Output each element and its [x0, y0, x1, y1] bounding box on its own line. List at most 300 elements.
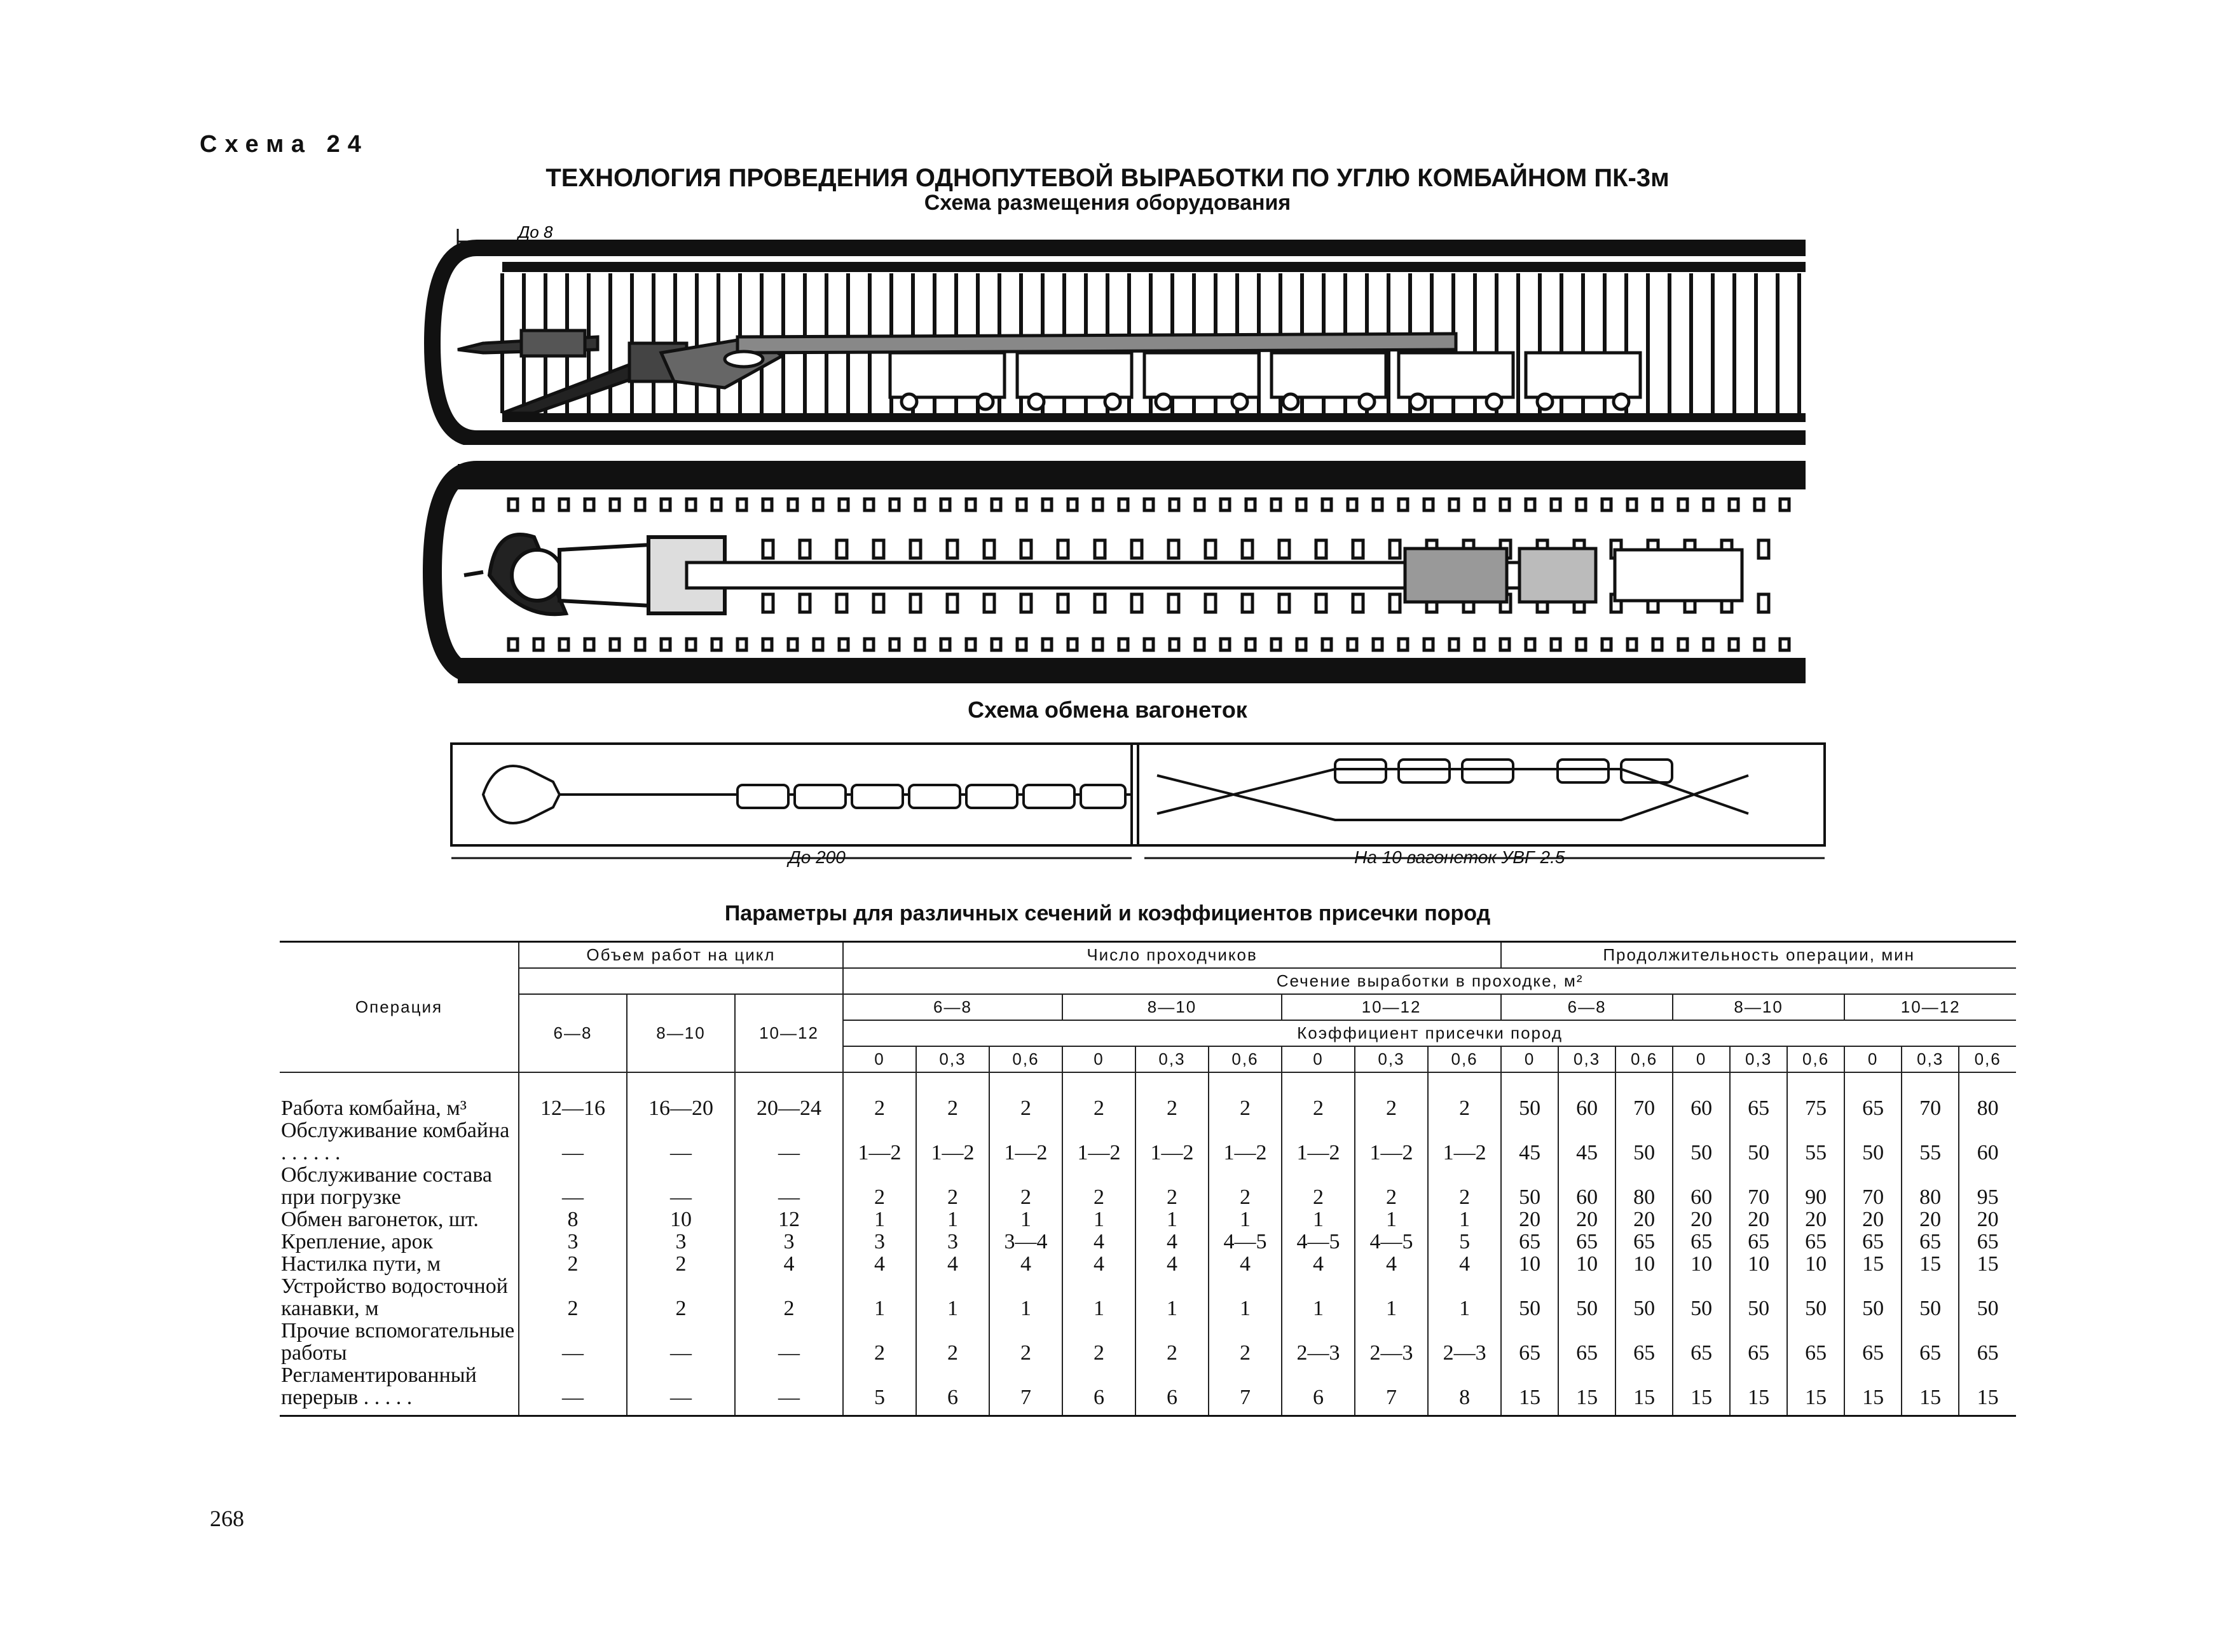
- rail-sleeper: [837, 594, 847, 612]
- table-cell: 2: [1428, 1164, 1501, 1208]
- arch-marker: [534, 499, 543, 510]
- arch-marker: [687, 499, 696, 510]
- table-row: [280, 1231, 2016, 1253]
- table-cell: 4: [1355, 1253, 1428, 1275]
- table-cell: 10: [1787, 1253, 1844, 1275]
- arch-marker: [1475, 639, 1484, 650]
- table-cell: 2: [1135, 1320, 1209, 1364]
- coef-cell: 0,6: [989, 1046, 1062, 1072]
- rail-sleeper: [947, 594, 957, 612]
- table-cell: 65: [1673, 1231, 1730, 1253]
- coef-cell: 0,6: [1209, 1046, 1282, 1072]
- table-cell: 2: [1282, 1072, 1355, 1119]
- arch-marker: [585, 499, 594, 510]
- rail-sleeper: [1132, 540, 1142, 558]
- table-cell: 50: [1787, 1275, 1844, 1320]
- duration-section-2: 8—10: [1673, 994, 1844, 1020]
- arch-marker: [1500, 639, 1509, 650]
- arch-marker: [1043, 499, 1052, 510]
- table-cell: 20: [1844, 1208, 1902, 1231]
- coef-header: Коэффициент присечки пород: [843, 1020, 2016, 1046]
- dim-left-label: До 200: [788, 847, 846, 867]
- params-table: [280, 941, 2016, 1417]
- table-cell: 4: [735, 1253, 843, 1275]
- exchange-wagon: [1335, 760, 1386, 782]
- arch-marker: [1729, 499, 1738, 510]
- table-cell: 80: [1902, 1164, 1959, 1208]
- arch-marker: [763, 639, 772, 650]
- table-cell: 4—5: [1355, 1231, 1428, 1253]
- table-cell: 1: [916, 1275, 989, 1320]
- arch-marker: [1195, 499, 1204, 510]
- rail-sleeper: [1279, 540, 1289, 558]
- table-cell: 65: [1844, 1072, 1902, 1119]
- rail-sleeper: [763, 594, 773, 612]
- arch-marker: [1450, 499, 1458, 510]
- arch-marker: [1195, 639, 1204, 650]
- exchange-scheme-drawing: [445, 731, 1844, 884]
- table-cell: —: [627, 1364, 735, 1416]
- coef-cell: 0: [1844, 1046, 1902, 1072]
- coef-cell: 0: [1673, 1046, 1730, 1072]
- arch-marker: [1246, 499, 1255, 510]
- arch-marker: [1272, 639, 1280, 650]
- table-row: [280, 1275, 2016, 1320]
- arch-marker: [992, 639, 1001, 650]
- table-cell: 1: [1355, 1275, 1428, 1320]
- coef-cell: 0,3: [1355, 1046, 1428, 1072]
- table-cell: 15: [1558, 1364, 1615, 1416]
- table-cell: 50: [1730, 1119, 1787, 1164]
- table-cell: 45: [1501, 1119, 1558, 1164]
- table-cell: 15: [1787, 1364, 1844, 1416]
- table-cell: 80: [1959, 1072, 2016, 1119]
- table-cell: 65: [1501, 1231, 1558, 1253]
- wagon-wheel: [1105, 394, 1120, 409]
- table-cell: 65: [1615, 1320, 1673, 1364]
- table-cell: 70: [1902, 1072, 1959, 1119]
- table-cell: 60: [1673, 1164, 1730, 1208]
- arch-marker: [509, 639, 518, 650]
- rail-sleeper: [1205, 540, 1216, 558]
- table-cell: 15: [1501, 1364, 1558, 1416]
- workers-section-3: 10—12: [1282, 994, 1501, 1020]
- duration-section-1: 6—8: [1501, 994, 1673, 1020]
- coef-cell: 0: [843, 1046, 916, 1072]
- table-cell: 2: [916, 1072, 989, 1119]
- table-cell: 90: [1787, 1164, 1844, 1208]
- table-cell: 80: [1615, 1164, 1673, 1208]
- table-cell: —: [627, 1164, 735, 1208]
- arch-marker: [559, 639, 568, 650]
- table-cell: 2: [1209, 1072, 1282, 1119]
- table-cell: 6: [1135, 1364, 1209, 1416]
- table-cell: 65: [1844, 1231, 1902, 1253]
- workers-header: Число проходчиков: [843, 942, 1501, 969]
- wagon: [1526, 353, 1640, 397]
- coef-cell: 0,3: [1558, 1046, 1615, 1072]
- table-cell: 20: [1501, 1208, 1558, 1231]
- table-cell: —: [519, 1320, 627, 1364]
- arch-marker: [966, 499, 975, 510]
- rail-sleeper: [1353, 594, 1363, 612]
- table-cell: 65: [1730, 1320, 1787, 1364]
- table-cell: 1: [1209, 1275, 1282, 1320]
- rail-sleeper: [984, 540, 994, 558]
- table-cell: 1—2: [1355, 1119, 1428, 1164]
- arch-marker: [1119, 499, 1128, 510]
- arch-marker: [1729, 639, 1738, 650]
- rail-sleeper: [1759, 594, 1769, 612]
- table-cell: 2: [1209, 1320, 1282, 1364]
- exchange-title: Схема обмена вагонеток: [968, 697, 1247, 723]
- arch-marker: [1221, 499, 1230, 510]
- arch-marker: [1348, 639, 1357, 650]
- arch-marker: [661, 499, 670, 510]
- arch-marker: [788, 499, 797, 510]
- table-cell: 50: [1959, 1275, 2016, 1320]
- arch-marker: [1272, 499, 1280, 510]
- arch-marker: [1144, 499, 1153, 510]
- arch-marker: [1373, 499, 1382, 510]
- operation-name: Обслуживание комбайна . . . . . .: [281, 1119, 510, 1164]
- arch-marker: [1246, 639, 1255, 650]
- table-cell: —: [519, 1119, 627, 1164]
- rail-sleeper: [1021, 594, 1031, 612]
- arch-marker: [1653, 639, 1662, 650]
- table-cell: 75: [1787, 1072, 1844, 1119]
- arch-marker: [839, 639, 848, 650]
- table-cell: 1: [1355, 1208, 1428, 1231]
- exchange-wagon: [1462, 760, 1513, 782]
- table-cell: 15: [1902, 1364, 1959, 1416]
- rail-sleeper: [874, 540, 884, 558]
- table-cell: 1—2: [989, 1119, 1062, 1164]
- rail-sleeper: [837, 540, 847, 558]
- table-cell: 15: [1959, 1253, 2016, 1275]
- arch-marker: [1500, 499, 1509, 510]
- arch-marker: [534, 639, 543, 650]
- top-dimension-label: До 8: [518, 222, 553, 242]
- table-cell: 12: [735, 1208, 843, 1231]
- table-cell: 4: [1062, 1253, 1135, 1275]
- wagon: [890, 353, 1005, 397]
- table-cell: 3: [843, 1231, 916, 1253]
- arch-marker: [1780, 499, 1789, 510]
- arch-marker: [712, 499, 721, 510]
- rail-sleeper: [1390, 540, 1400, 558]
- table-cell: 5: [1428, 1231, 1501, 1253]
- table-cell: 1: [989, 1275, 1062, 1320]
- arch-marker: [1373, 639, 1382, 650]
- volume-section-3: 10—12: [735, 994, 843, 1072]
- exchange-wagon: [1399, 760, 1450, 782]
- table-cell: 50: [1501, 1072, 1558, 1119]
- rail-sleeper: [1316, 540, 1326, 558]
- table-cell: 65: [1902, 1320, 1959, 1364]
- table-cell: 50: [1902, 1275, 1959, 1320]
- table-cell: 20: [1615, 1208, 1673, 1231]
- table-cell: 15: [1730, 1364, 1787, 1416]
- table-cell: 4: [1282, 1253, 1355, 1275]
- table-cell: 65: [1558, 1231, 1615, 1253]
- rail-sleeper: [1279, 594, 1289, 612]
- side-view-drawing: [407, 222, 1831, 445]
- table-cell: 1—2: [916, 1119, 989, 1164]
- wagon-wheel: [1029, 394, 1044, 409]
- coef-cell: 0,3: [1730, 1046, 1787, 1072]
- operation-name: Обмен вагонеток, шт.: [281, 1208, 479, 1231]
- table-cell: 60: [1673, 1072, 1730, 1119]
- arch-marker: [941, 639, 950, 650]
- table-cell: 2: [916, 1320, 989, 1364]
- table-cell: 50: [1730, 1275, 1787, 1320]
- table-cell: —: [735, 1364, 843, 1416]
- table-cell: 65: [1787, 1231, 1844, 1253]
- arch-marker: [509, 499, 518, 510]
- arch-marker: [1780, 639, 1789, 650]
- table-cell: 4—5: [1282, 1231, 1355, 1253]
- coef-cell: 0,3: [916, 1046, 989, 1072]
- table-cell: 7: [1209, 1364, 1282, 1416]
- rail-sleeper: [1759, 540, 1769, 558]
- volume-spacer: [519, 968, 843, 994]
- exchange-wagon: [795, 785, 846, 808]
- table-cell: 3—4: [989, 1231, 1062, 1253]
- arch-marker: [890, 639, 899, 650]
- table-row: [280, 1072, 2016, 1119]
- rail-sleeper: [1316, 594, 1326, 612]
- table-cell: 50: [1501, 1275, 1558, 1320]
- operation-name: Регламентированный перерыв . . . . .: [280, 1364, 519, 1416]
- rail-sleeper: [1242, 594, 1252, 612]
- table-cell: 50: [1673, 1119, 1730, 1164]
- arch-marker: [559, 499, 568, 510]
- table-cell: 4: [1135, 1253, 1209, 1275]
- table-cell: —: [735, 1164, 843, 1208]
- wagon-wheel: [1537, 394, 1553, 409]
- table-cell: —: [519, 1364, 627, 1416]
- scheme-label: Схема 24: [200, 131, 369, 158]
- params-table-title: Параметры для различных сечений и коэффициентов присечки пород: [724, 901, 1491, 925]
- arch-marker: [1068, 499, 1077, 510]
- table-cell: 55: [1902, 1119, 1959, 1164]
- table-cell: 1—2: [1428, 1119, 1501, 1164]
- arch-marker: [1399, 499, 1408, 510]
- table-cell: 6: [916, 1364, 989, 1416]
- coef-cell: 0: [1062, 1046, 1135, 1072]
- rail-sleeper: [910, 594, 921, 612]
- wagon-wheel: [1614, 394, 1629, 409]
- workers-section-1: 6—8: [843, 994, 1062, 1020]
- table-cell: 10: [1615, 1253, 1673, 1275]
- arch-marker: [1577, 639, 1586, 650]
- table-cell: 65: [1673, 1320, 1730, 1364]
- arch-marker: [1704, 639, 1713, 650]
- arch-marker: [1094, 499, 1102, 510]
- arch-marker: [1602, 639, 1611, 650]
- table-cell: —: [627, 1119, 735, 1164]
- table-cell: 1: [1062, 1275, 1135, 1320]
- table-cell: 2: [989, 1164, 1062, 1208]
- arch-marker: [1119, 639, 1128, 650]
- rail-sleeper: [1021, 540, 1031, 558]
- table-cell: 65: [1959, 1320, 2016, 1364]
- arch-marker: [763, 499, 772, 510]
- table-cell: 2: [843, 1164, 916, 1208]
- arch-marker: [1170, 639, 1179, 650]
- arch-marker: [814, 639, 823, 650]
- table-cell: 65: [1615, 1231, 1673, 1253]
- table-cell: 1: [1282, 1275, 1355, 1320]
- table-cell: 55: [1787, 1119, 1844, 1164]
- table-cell: 20: [1673, 1208, 1730, 1231]
- exchange-wagon: [737, 785, 788, 808]
- table-cell: 2—3: [1355, 1320, 1428, 1364]
- table-cell: 65: [1730, 1231, 1787, 1253]
- table-cell: 1: [1135, 1275, 1209, 1320]
- rail-sleeper: [1095, 540, 1105, 558]
- coef-cell: 0: [1501, 1046, 1558, 1072]
- table-cell: 3: [519, 1231, 627, 1253]
- table-cell: 2: [519, 1253, 627, 1275]
- table-cell: 20: [1730, 1208, 1787, 1231]
- table-cell: 10: [1673, 1253, 1730, 1275]
- table-cell: 4: [989, 1253, 1062, 1275]
- table-cell: 70: [1844, 1164, 1902, 1208]
- table-row: [280, 1320, 2016, 1364]
- rail-sleeper: [1353, 540, 1363, 558]
- arch-marker: [865, 499, 874, 510]
- arch-marker: [1551, 639, 1560, 650]
- table-cell: 7: [989, 1364, 1062, 1416]
- arch-marker: [1526, 499, 1535, 510]
- table-cell: 3: [916, 1231, 989, 1253]
- table-cell: 15: [1959, 1364, 2016, 1416]
- table-cell: 16—20: [627, 1072, 735, 1119]
- arch-marker: [636, 639, 645, 650]
- table-cell: 60: [1959, 1119, 2016, 1164]
- operation-name: Работа комбайна, м³: [281, 1096, 467, 1120]
- table-cell: 5: [843, 1364, 916, 1416]
- arch-marker: [1297, 639, 1306, 650]
- arch-marker: [1450, 639, 1458, 650]
- arch-marker: [1017, 499, 1026, 510]
- table-cell: 3: [735, 1231, 843, 1253]
- table-cell: 1: [1135, 1208, 1209, 1231]
- table-cell: 1: [1209, 1208, 1282, 1231]
- table-cell: 50: [1673, 1275, 1730, 1320]
- arch-marker: [839, 499, 848, 510]
- table-cell: 60: [1558, 1072, 1615, 1119]
- wagon-wheel: [1359, 394, 1375, 409]
- rail-sleeper: [1242, 540, 1252, 558]
- coef-cell: 0,6: [1959, 1046, 2016, 1072]
- dim-right-label: На 10 вагонеток УВГ-2.5: [1354, 847, 1565, 867]
- operation-name: Прочие вспомогательные работы: [281, 1319, 515, 1365]
- rail-sleeper: [1058, 540, 1068, 558]
- main-title: ТЕХНОЛОГИЯ ПРОВЕДЕНИЯ ОДНОПУТЕВОЙ ВЫРАБОТКИ ПО УГЛЮ КОМБАЙНОМ ПК-3м: [545, 164, 1670, 192]
- table-cell: 2: [1062, 1072, 1135, 1119]
- wagon-wheel: [1283, 394, 1298, 409]
- coef-cell: 0,6: [1615, 1046, 1673, 1072]
- table-cell: 65: [1844, 1320, 1902, 1364]
- table-cell: 20: [1558, 1208, 1615, 1231]
- arch-marker: [1755, 499, 1764, 510]
- table-cell: 10: [1558, 1253, 1615, 1275]
- arch-marker: [1475, 499, 1484, 510]
- wagon-wheel: [1156, 394, 1171, 409]
- table-cell: 2: [1135, 1072, 1209, 1119]
- wagon-wheel: [1486, 394, 1502, 409]
- table-cell: 2: [843, 1072, 916, 1119]
- table-cell: 15: [1673, 1364, 1730, 1416]
- table-cell: 10: [1730, 1253, 1787, 1275]
- exchange-wagon: [966, 785, 1017, 808]
- table-cell: 12—16: [519, 1072, 627, 1119]
- table-cell: 95: [1959, 1164, 2016, 1208]
- table-cell: 2: [1428, 1072, 1501, 1119]
- arch-marker: [1322, 499, 1331, 510]
- wagon: [1272, 353, 1386, 397]
- table-cell: 1—2: [1062, 1119, 1135, 1164]
- table-cell: 1: [1282, 1208, 1355, 1231]
- table-cell: 1—2: [1282, 1119, 1355, 1164]
- table-cell: —: [735, 1320, 843, 1364]
- sub-title: Схема размещения оборудования: [924, 191, 1291, 215]
- table-cell: 2: [1062, 1320, 1135, 1364]
- table-cell: 20: [1787, 1208, 1844, 1231]
- table-cell: 70: [1730, 1164, 1787, 1208]
- table-cell: —: [627, 1320, 735, 1364]
- operation-name: Устройство водосточной канавки, м: [281, 1274, 508, 1320]
- table-cell: 65: [1787, 1320, 1844, 1364]
- table-cell: 2: [1355, 1072, 1428, 1119]
- duration-section-3: 10—12: [1844, 994, 2016, 1020]
- table-cell: 4: [916, 1253, 989, 1275]
- table-cell: 4: [843, 1253, 916, 1275]
- table-cell: 2: [1062, 1164, 1135, 1208]
- wagon-wheel: [978, 394, 993, 409]
- table-cell: 65: [1558, 1320, 1615, 1364]
- arch-marker: [941, 499, 950, 510]
- arch-marker: [1322, 639, 1331, 650]
- rail-sleeper: [1169, 594, 1179, 612]
- arch-marker: [1068, 639, 1077, 650]
- wagon: [1399, 353, 1513, 397]
- table-cell: 4: [1062, 1231, 1135, 1253]
- table-cell: 2: [627, 1275, 735, 1320]
- coef-cell: 0: [1282, 1046, 1355, 1072]
- workers-section-2: 8—10: [1062, 994, 1282, 1020]
- table-cell: 1: [843, 1275, 916, 1320]
- table-cell: 15: [1844, 1253, 1902, 1275]
- table-cell: 2: [1209, 1164, 1282, 1208]
- table-cell: 1: [1428, 1208, 1501, 1231]
- arch-marker: [1628, 499, 1636, 510]
- rail-sleeper: [800, 594, 810, 612]
- arch-marker: [865, 639, 874, 650]
- arch-marker: [1399, 639, 1408, 650]
- table-cell: 6: [1062, 1364, 1135, 1416]
- table-cell: 2—3: [1282, 1320, 1355, 1364]
- arch-marker: [737, 639, 746, 650]
- table-cell: 10: [627, 1208, 735, 1231]
- arch-marker: [737, 499, 746, 510]
- table-cell: 15: [1615, 1364, 1673, 1416]
- arch-marker: [966, 639, 975, 650]
- arch-marker: [1678, 639, 1687, 650]
